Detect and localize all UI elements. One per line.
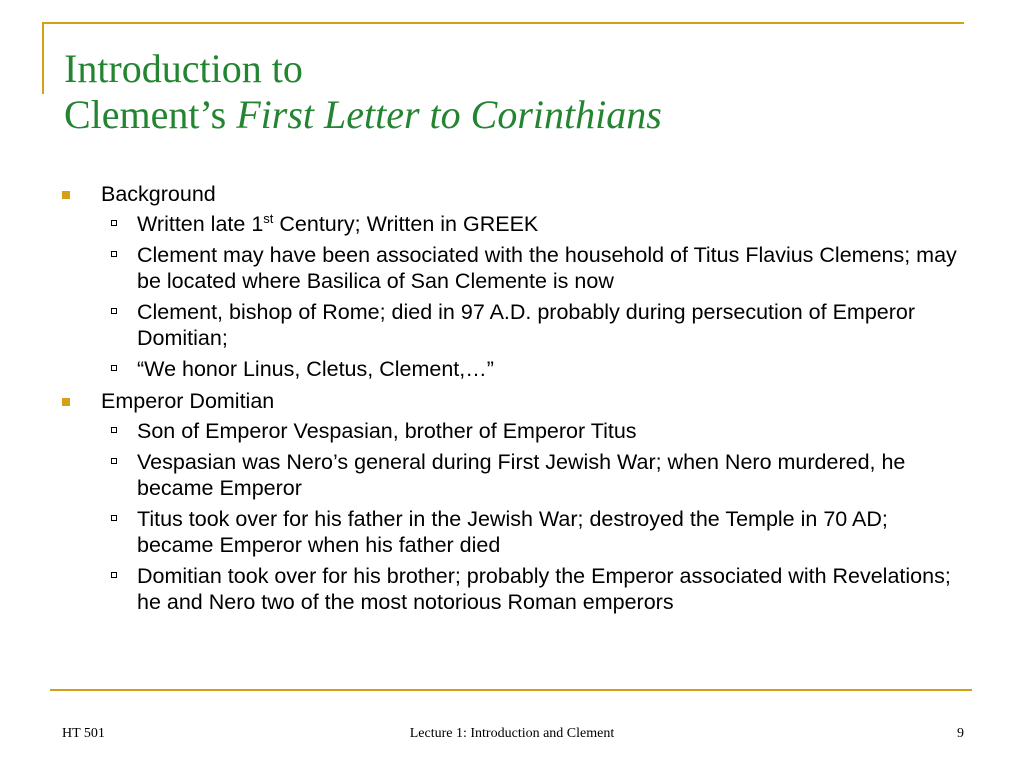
bullet-label: Background bbox=[101, 182, 216, 206]
sub-bullet-text: “We honor Linus, Cletus, Clement,…” bbox=[137, 357, 494, 381]
bullet-background bbox=[60, 180, 970, 208]
ordinal-superscript: st bbox=[263, 211, 274, 226]
hollow-square-bullet-icon bbox=[111, 458, 117, 464]
hollow-square-bullet-icon bbox=[111, 308, 117, 314]
sub-bullet-text: Titus took over for his father in the Jewish War; destroyed the Temple in 70 AD; became Emperor when his father died bbox=[137, 507, 888, 557]
sub-bullet bbox=[60, 418, 970, 444]
hollow-square-bullet-icon bbox=[111, 515, 117, 521]
hollow-square-bullet-icon bbox=[111, 251, 117, 257]
hollow-square-bullet-icon bbox=[111, 220, 117, 226]
footer-course: HT 501 bbox=[62, 726, 105, 741]
sub-bullet bbox=[60, 449, 970, 501]
top-rule bbox=[42, 22, 964, 24]
sub-bullet-text: Domitian took over for his brother; probably the Emperor associated with Revelations; he and Nero two of the most notorious Roman emperors bbox=[137, 564, 951, 614]
footer-rule bbox=[50, 689, 972, 691]
bullet-label: Emperor Domitian bbox=[101, 389, 275, 413]
bullet-emperor-domitian bbox=[60, 387, 970, 415]
title-line-2 bbox=[64, 92, 662, 138]
sub-bullet bbox=[60, 299, 970, 351]
left-rule bbox=[42, 22, 44, 94]
title-line-1: Introduction to bbox=[64, 46, 303, 91]
slide-title bbox=[64, 46, 662, 138]
sub-bullet-text: Clement, bishop of Rome; died in 97 A.D. probably during persecution of Emperor Domitian; bbox=[137, 300, 916, 350]
hollow-square-bullet-icon bbox=[111, 572, 117, 578]
sub-bullet-text bbox=[137, 212, 538, 236]
sub-bullet bbox=[60, 211, 970, 237]
square-bullet-icon bbox=[62, 191, 70, 199]
sub-bullet bbox=[60, 506, 970, 558]
sub-bullet bbox=[60, 563, 970, 615]
footer-page-number: 9 bbox=[957, 726, 964, 741]
hollow-square-bullet-icon bbox=[111, 365, 117, 371]
hollow-square-bullet-icon bbox=[111, 427, 117, 433]
title-line-2-prefix: Clement’s bbox=[64, 92, 237, 137]
footer-lecture-title: Lecture 1: Introduction and Clement bbox=[409, 726, 615, 741]
sub-bullet-text: Son of Emperor Vespasian, brother of Emperor Titus bbox=[137, 419, 637, 443]
sub-bullet-text: Clement may have been associated with the household of Titus Flavius Clemens; may be located where Basilica of San Clemente is now bbox=[137, 243, 957, 293]
square-bullet-icon bbox=[62, 398, 70, 406]
sub-bullet bbox=[60, 242, 970, 294]
sub-bullet bbox=[60, 356, 970, 382]
sub-bullet-text-part: Written late 1 bbox=[137, 212, 264, 236]
sub-bullet-text-part: Century; Written in GREEK bbox=[273, 212, 539, 236]
sub-bullet-text: Vespasian was Nero’s general during First Jewish War; when Nero murdered, he became Emperor bbox=[137, 450, 906, 500]
title-line-2-italic: First Letter to Corinthians bbox=[236, 92, 662, 137]
slide-body bbox=[60, 180, 970, 620]
